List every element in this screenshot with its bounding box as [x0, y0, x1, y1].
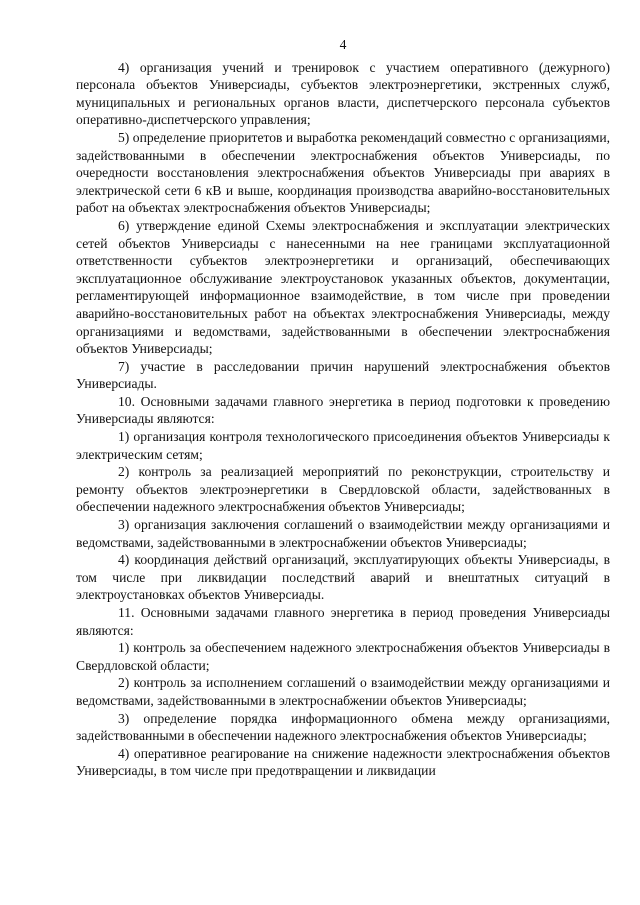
- section-10-item-4: 4) координация действий организаций, эксплуатирующих объекты Универсиады, в том числе при ликвидации последствий аварий и внештатных ситуаций в электроустановках объектов Универсиады.: [76, 552, 610, 603]
- list-item-4-drills: 4) организация учений и тренировок с участием оперативного (дежурного) персонала объектов Универсиады, субъектов электроэнергетики, экстренных служб, муниципальных и региональных органов власти, диспетчерского персонала субъектов оперативно-диспетчерского управления;: [76, 59, 610, 128]
- list-item-6-scheme-approval: 6) утверждение единой Схемы электроснабжения и эксплуатации электрических сетей объектов Универсиады с нанесенными на нее границами эксплуатационной ответственности субъектов электроэнергетики и организаций, обеспечивающих эксплуатационное обслуживание электроустановок указанных объектов, документации, регламентирующей информационное взаимодействие, в том числе при проведении аварийно-восстановительных работ на объектах электроснабжения Универсиады, между организациями и ведомствами, задействованными в обеспечении электроснабжения объектов Универсиады;: [76, 217, 610, 357]
- section-10-item-3: 3) организация заключения соглашений о взаимодействии между организациями и ведомствами, задействованными в электроснабжении объектов Универсиады;: [76, 517, 610, 550]
- section-11-item-3: 3) определение порядка информационного обмена между организациями, задействованными в обеспечении надежного электроснабжения объектов Универсиады;: [76, 710, 610, 744]
- section-10-heading: 10. Основными задачами главного энергетика в период подготовки к проведению Универсиады являются:: [76, 393, 610, 427]
- list-item-5-priorities: 5) определение приоритетов и выработка рекомендаций совместно с организациями, задействованными в обеспечении электроснабжения объектов Универсиады, по очередности восстановления электроснабжения объектов Универсиады при авариях в электрической сети 6 кВ и выше, координация производства аварийно-восстановительных работ на объектах электроснабжения объектов Универсиады;: [76, 129, 610, 216]
- page-number: 4: [339, 37, 347, 52]
- section-11-item-2: 2) контроль за исполнением соглашений о взаимодействии между организациями и ведомствами, задействованными в электроснабжении объектов Универсиады;: [76, 675, 610, 708]
- section-11-item-4: 4) оперативное реагирование на снижение надежности электроснабжения объектов Универсиады, в том числе при предотвращении и ликвидации: [76, 745, 610, 779]
- document-page: [76, 36, 610, 780]
- section-11-heading: 11. Основными задачами главного энергетика в период проведения Универсиады являются:: [76, 605, 610, 638]
- section-11-item-1: 1) контроль за обеспечением надежного электроснабжения объектов Универсиады в Свердловской области;: [76, 640, 610, 673]
- list-item-7-investigation: 7) участие в расследовании причин нарушений электроснабжения объектов Универсиады.: [76, 358, 610, 392]
- section-10-item-2: 2) контроль за реализацией мероприятий по реконструкции, строительству и ремонту объектов электроэнергетики в Свердловской области, задействованных в обеспечении надежного электроснабжения объектов Универсиады;: [76, 464, 610, 515]
- section-10-item-1: 1) организация контроля технологического присоединения объектов Универсиады к электрическим сетям;: [76, 429, 610, 462]
